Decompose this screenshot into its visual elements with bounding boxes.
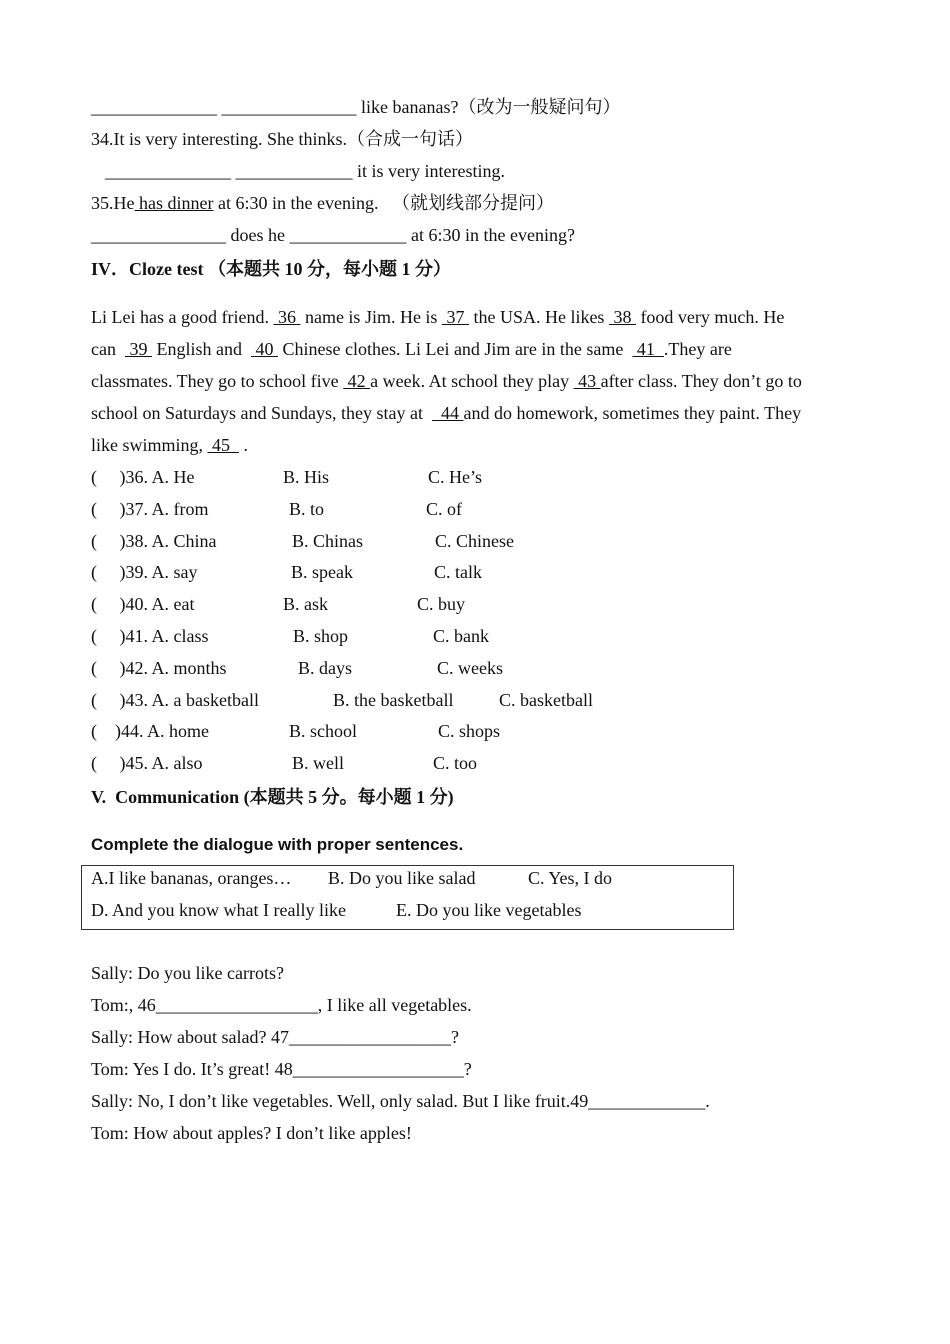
section5-heading: V. Communication (本题共 5 分。每小题 1 分) <box>91 787 454 807</box>
option-c: C. basketball <box>499 690 593 710</box>
option-a: A.I like bananas, oranges… <box>91 868 292 888</box>
passage-text: .They are <box>663 339 732 359</box>
q35-question <box>91 192 554 214</box>
option-a: 38. A. China <box>125 531 217 551</box>
option-b: B. ask <box>283 594 328 614</box>
option-b: B. well <box>292 753 344 773</box>
answer-paren[interactable]: ( ) <box>91 594 126 614</box>
passage-line <box>91 402 801 424</box>
answer-paren[interactable]: ( ) <box>91 721 121 741</box>
option-b: B. His <box>283 467 330 487</box>
option-c: C. Chinese <box>435 531 514 551</box>
option-b: B. Do you like salad <box>328 868 476 888</box>
dialogue-line: Tom:, 46__________________, I like all vegetables. <box>91 995 472 1015</box>
question-number-option-a <box>91 530 217 552</box>
passage-text: classmates. They go to school five <box>91 371 344 391</box>
option-c: C. buy <box>417 594 466 614</box>
question-number-option-a <box>91 593 195 615</box>
option-a: 43. A. a basketball <box>125 690 259 710</box>
passage-text: English and <box>151 339 251 359</box>
passage-blank: 42 <box>343 371 371 391</box>
passage-blank: 39 <box>124 339 152 359</box>
q35-num: 35.He <box>91 193 135 213</box>
passage-blank: 37 <box>441 307 469 327</box>
option-b: B. Chinas <box>292 531 364 551</box>
option-c: C. Yes, I do <box>528 868 613 888</box>
question-number-option-a <box>91 498 209 520</box>
answer-paren[interactable]: ( ) <box>91 562 126 582</box>
q35-text2: at 6:30 in the evening? <box>406 225 575 245</box>
q33-text: like bananas?（改为一般疑问句） <box>356 97 621 117</box>
option-b: B. days <box>298 658 352 678</box>
passage-blank: 36 <box>273 307 301 327</box>
q33-answer-line <box>91 96 620 118</box>
passage-line <box>91 338 732 360</box>
dialogue-line: Sally: How about salad? 47__________________? <box>91 1027 459 1047</box>
option-b: B. to <box>289 499 325 519</box>
question-number-option-a <box>91 466 195 488</box>
q34-question: 34.It is very interesting. She thinks.（合成一句话） <box>91 129 473 149</box>
passage-text: and do homework, sometimes they paint. They <box>463 403 802 423</box>
passage-blank: 45 <box>207 435 239 455</box>
option-e: E. Do you like vegetables <box>396 900 582 920</box>
option-a: 39. A. say <box>125 562 198 582</box>
question-number-option-a <box>91 720 209 742</box>
q35-blank1: _______________ <box>91 225 226 245</box>
option-c: C. too <box>433 753 478 773</box>
dialogue-line: Tom: How about apples? I don’t like apples! <box>91 1123 412 1143</box>
passage-line <box>91 370 802 392</box>
section5-instruction: Complete the dialogue with proper sentences. <box>91 835 464 854</box>
passage-blank: 40 <box>250 339 278 359</box>
passage-blank: 44 <box>431 403 464 423</box>
option-c: C. talk <box>434 562 482 582</box>
passage-text: after class. They don’t go to <box>600 371 802 391</box>
option-b: B. the basketball <box>333 690 454 710</box>
q35-text: at 6:30 in the evening. （就划线部分提问） <box>213 193 554 213</box>
option-c: C. weeks <box>437 658 503 678</box>
option-a: 41. A. class <box>125 626 209 646</box>
question-number-option-a <box>91 625 209 647</box>
passage-blank: 43 <box>573 371 601 391</box>
option-a: 37. A. from <box>125 499 209 519</box>
passage-text: a week. At school they play <box>370 371 574 391</box>
dialogue-line: Tom: Yes I do. It’s great! 48___________________? <box>91 1059 472 1079</box>
option-b: B. school <box>289 721 358 741</box>
option-c: C. of <box>426 499 462 519</box>
q34-answer-line <box>105 160 505 182</box>
question-number-option-a <box>91 561 198 583</box>
option-c: C. shops <box>438 721 501 741</box>
q35-mid: does he <box>226 225 290 245</box>
passage-text: like swimming, <box>91 435 208 455</box>
option-c: C. He’s <box>428 467 482 487</box>
option-d: D. And you know what I really like <box>91 900 346 920</box>
answer-paren[interactable]: ( ) <box>91 467 126 487</box>
question-number-option-a <box>91 689 259 711</box>
passage-blank: 41 <box>632 339 664 359</box>
passage-text: can <box>91 339 125 359</box>
option-b: B. shop <box>293 626 349 646</box>
answer-paren[interactable]: ( ) <box>91 690 126 710</box>
option-b: B. speak <box>291 562 353 582</box>
option-a: 42. A. months <box>125 658 227 678</box>
question-number-option-a <box>91 657 227 679</box>
q35-answer-line <box>91 224 575 246</box>
section4-heading: IV．Cloze test （本题共 10 分，每小题 1 分） <box>91 259 451 279</box>
answer-paren[interactable]: ( ) <box>91 531 126 551</box>
q34-text: it is very interesting. <box>352 161 505 181</box>
answer-paren[interactable]: ( ) <box>91 753 126 773</box>
passage-text: . <box>239 435 248 455</box>
passage-blank: 38 <box>608 307 636 327</box>
answer-paren[interactable]: ( ) <box>91 658 126 678</box>
answer-paren[interactable]: ( ) <box>91 499 126 519</box>
dialogue-line: Sally: Do you like carrots? <box>91 963 284 983</box>
q35-underlined: has dinner <box>134 193 214 213</box>
option-a: 40. A. eat <box>125 594 195 614</box>
q35-blank2: _____________ <box>289 225 407 245</box>
passage-text: the USA. He likes <box>468 307 609 327</box>
passage-text: Chinese clothes. Li Lei and Jim are in the same <box>277 339 633 359</box>
passage-text: food very much. He <box>635 307 785 327</box>
passage-line <box>91 306 784 328</box>
option-c: C. bank <box>433 626 489 646</box>
passage-text: name is Jim. He is <box>300 307 442 327</box>
option-a: 45. A. also <box>125 753 203 773</box>
answer-paren[interactable]: ( ) <box>91 626 126 646</box>
passage-text: school on Saturdays and Sundays, they stay at <box>91 403 432 423</box>
passage-text: Li Lei has a good friend. <box>91 307 274 327</box>
option-a: 44. A. home <box>121 721 209 741</box>
q33-blanks: ______________ _______________ <box>91 97 357 117</box>
q34-blanks: ______________ _____________ <box>105 161 353 181</box>
option-a: 36. A. He <box>125 467 195 487</box>
dialogue-line: Sally: No, I don’t like vegetables. Well, only salad. But I like fruit.49_____________. <box>91 1091 710 1111</box>
passage-line <box>91 434 248 456</box>
question-number-option-a <box>91 752 203 774</box>
